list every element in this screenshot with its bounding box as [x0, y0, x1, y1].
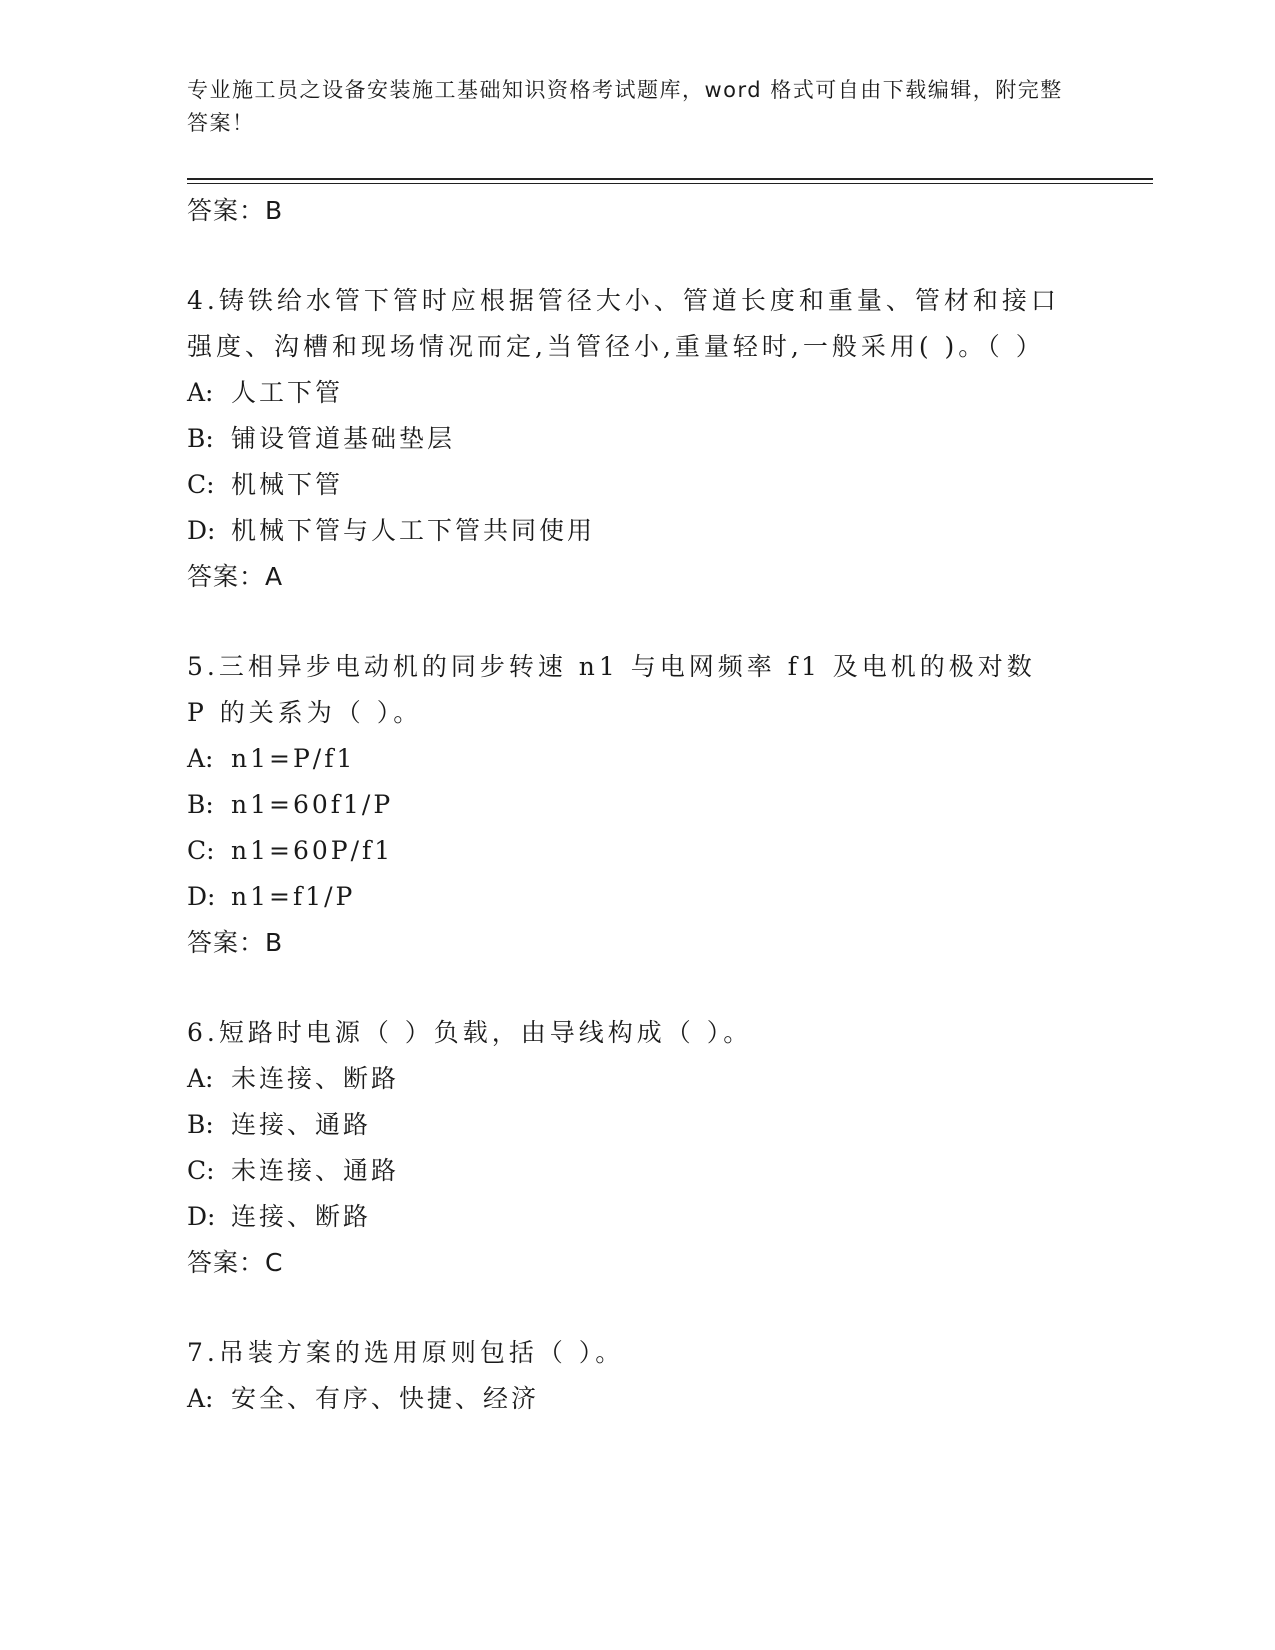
option-text: 未连接、断路	[231, 1064, 400, 1093]
option-letter: D:	[187, 1202, 216, 1231]
question-text: 6.短路时电源（ ）负载，由导线构成（ ）。	[187, 1018, 753, 1047]
option-c[interactable]	[187, 462, 1067, 508]
option-letter: D:	[187, 882, 216, 911]
document-header: 专业施工员之设备安装施工基础知识资格考试题库，word 格式可自由下载编辑，附完整答案！	[187, 78, 1063, 135]
option-letter: C:	[187, 1156, 215, 1185]
option-letter: B:	[187, 1110, 214, 1139]
option-a[interactable]	[187, 370, 1067, 416]
answer-line: 答案：B	[187, 196, 284, 225]
option-text: n1=60P/f1	[231, 836, 394, 865]
question-block	[187, 644, 1067, 966]
question-block	[187, 1330, 1067, 1422]
option-letter: A:	[187, 1384, 214, 1413]
option-text: 安全、有序、快捷、经济	[231, 1384, 540, 1413]
option-d[interactable]	[187, 1194, 1067, 1240]
option-letter: C:	[187, 470, 215, 499]
question-text: 7.吊装方案的选用原则包括（ ）。	[187, 1338, 625, 1367]
option-letter: A:	[187, 378, 214, 407]
option-text: 铺设管道基础垫层	[231, 424, 456, 453]
question-text: 5.三相异步电动机的同步转速 n1 与电网频率 f1 及电机的极对数 P 的关系为（ ）。	[187, 652, 1036, 727]
option-text: 机械下管	[231, 470, 344, 499]
answer-line: 答案：C	[187, 1248, 284, 1277]
option-c[interactable]	[187, 828, 1067, 874]
option-text: 人工下管	[231, 378, 344, 407]
header-rule-thin	[187, 183, 1153, 184]
question-list	[187, 188, 1067, 1422]
header-rule-thick	[187, 178, 1153, 180]
option-b[interactable]	[187, 416, 1067, 462]
option-letter: D:	[187, 516, 216, 545]
option-a[interactable]	[187, 1376, 1067, 1422]
option-text: n1=P/f1	[231, 744, 356, 773]
option-letter: B:	[187, 790, 214, 819]
option-letter: B:	[187, 424, 214, 453]
option-c[interactable]	[187, 1148, 1067, 1194]
option-a[interactable]	[187, 736, 1067, 782]
option-a[interactable]	[187, 1056, 1067, 1102]
option-letter: A:	[187, 744, 214, 773]
question-block	[187, 1010, 1067, 1286]
option-text: n1=60f1/P	[231, 790, 394, 819]
option-text: 连接、通路	[231, 1110, 372, 1139]
option-text: 连接、断路	[231, 1202, 372, 1231]
question-text: 4.铸铁给水管下管时应根据管径大小、管道长度和重量、管材和接口强度、沟槽和现场情况而定,当管径小,重量轻时,一般采用( )。（ ）	[187, 286, 1060, 361]
answer-line: 答案：B	[187, 928, 284, 957]
option-d[interactable]	[187, 508, 1067, 554]
option-b[interactable]	[187, 1102, 1067, 1148]
option-b[interactable]	[187, 782, 1067, 828]
answer-line: 答案：A	[187, 562, 284, 591]
option-d[interactable]	[187, 874, 1067, 920]
option-letter: A:	[187, 1064, 214, 1093]
option-text: 未连接、通路	[231, 1156, 400, 1185]
question-block	[187, 278, 1067, 600]
option-letter: C:	[187, 836, 215, 865]
option-text: n1=f1/P	[231, 882, 356, 911]
option-text: 机械下管与人工下管共同使用	[231, 516, 596, 545]
